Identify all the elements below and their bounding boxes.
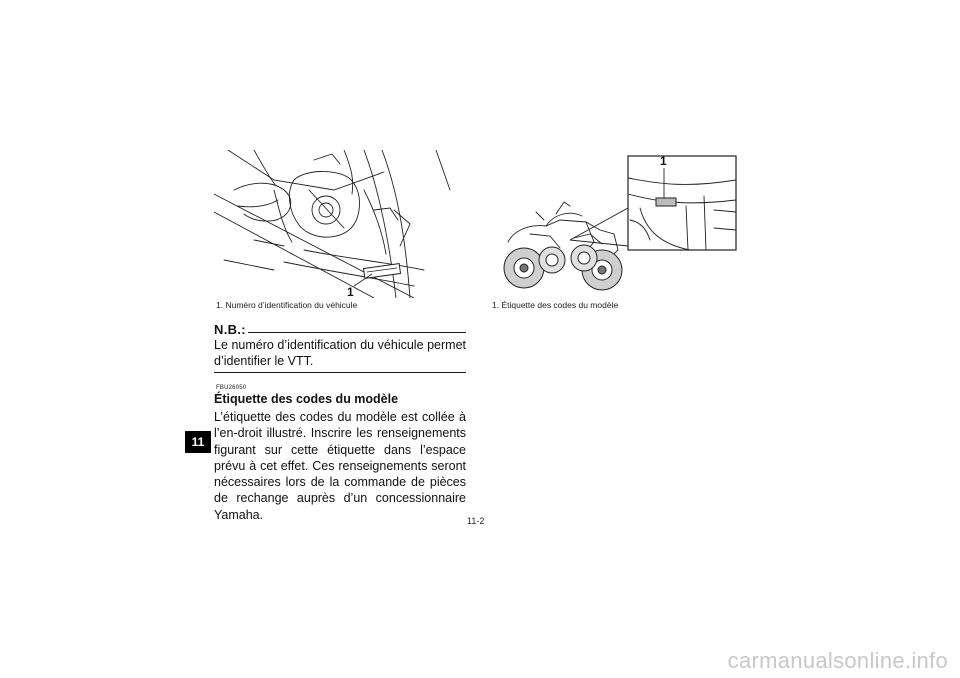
figure-2-callout: 1: [660, 154, 667, 168]
vin-location-illustration: [214, 150, 468, 298]
watermark: carmanualsonline.info: [727, 648, 948, 673]
model-label-illustration: [490, 150, 740, 300]
chapter-tab: 11: [185, 431, 211, 453]
figure-1-callout: 1: [347, 285, 354, 299]
page-number: 11-2: [467, 516, 485, 526]
figure-2-caption: 1. Étiquette des codes du modèle: [492, 300, 619, 310]
note-text: Le numéro d’identification du véhicule permet d’identifier le VTT.: [214, 338, 466, 369]
section-body: L’étiquette des codes du modèle est collée à l’en-droit illustré. Inscrire les renseignements figurant sur cette étiquette dans l’espace prévu à cet effet. Ces renseignements seront nécessaires lors de la commande de pièces de rechange auprès d’un concessionnaire Yamaha.: [214, 410, 466, 522]
section-heading: Étiquette des codes du modèle: [214, 392, 399, 406]
note-bottom-rule: [214, 372, 466, 373]
section-code: FBU26050: [216, 385, 247, 391]
note-header: [214, 322, 466, 336]
note-label: N.B.:: [214, 322, 246, 337]
figure-1-caption: 1. Numéro d’identification du véhicule: [216, 300, 358, 310]
note-top-rule: [248, 332, 466, 333]
